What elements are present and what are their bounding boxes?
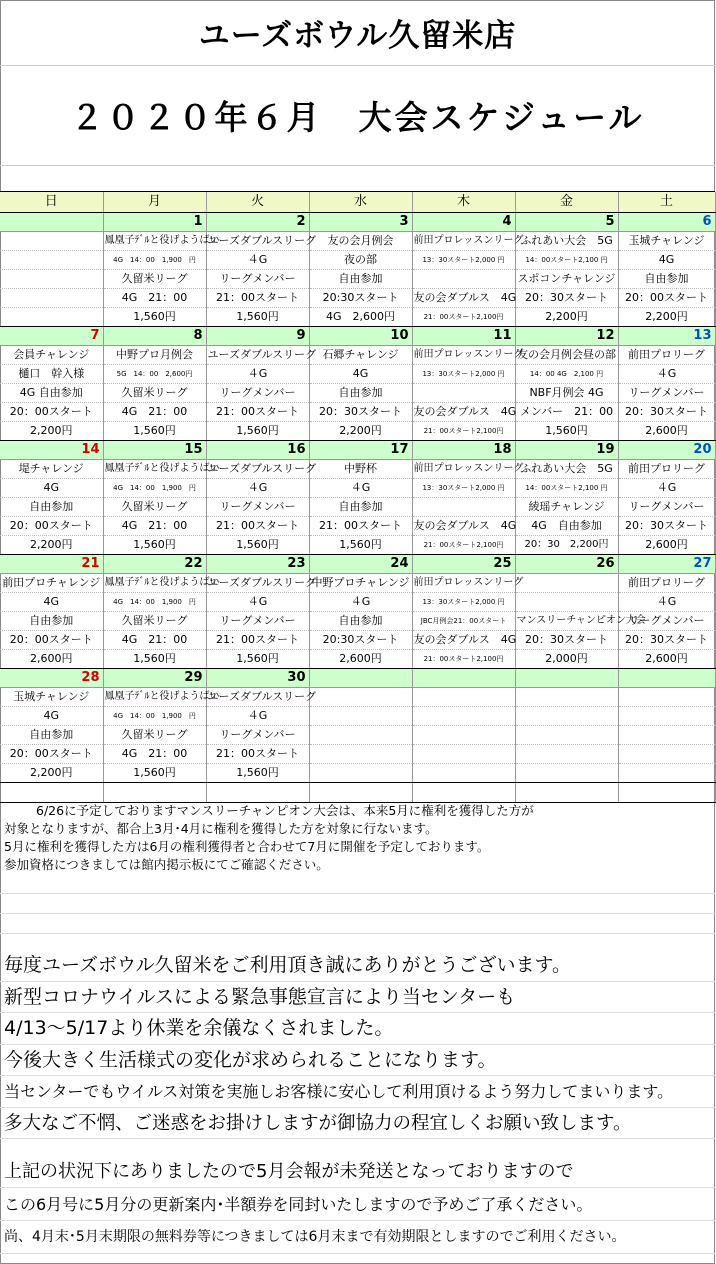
event-row xyxy=(0,231,715,250)
event-cell: JBC月例会21：00スタート xyxy=(412,611,515,630)
date-cell: 14 xyxy=(0,440,103,459)
event-cell: 14：00 4G 2,100 円 xyxy=(515,364,618,383)
event-cell: リーグメンバー xyxy=(206,383,309,402)
event-cell: 4G 自由参加 xyxy=(515,516,618,535)
event-cell: 前田プロレッスンリーグ xyxy=(412,231,515,250)
event-cell: ４G xyxy=(206,250,309,269)
event-cell: 綾瑶チャレンジ xyxy=(515,497,618,516)
event-cell: 20：30スタート xyxy=(515,630,618,649)
event-row xyxy=(0,345,715,364)
date-cell: 2 xyxy=(206,212,309,231)
note-line: 6/26に予定しておりますマンスリーチャンピオン大会は、本来5月に権利を獲得した方が xyxy=(36,803,534,818)
date-cell: 30 xyxy=(206,668,309,687)
event-cell xyxy=(515,592,618,611)
event-cell xyxy=(515,687,618,706)
weekday-cell: 水 xyxy=(309,192,412,212)
event-cell: 久留米リーグ xyxy=(103,383,206,402)
date-cell: 6 xyxy=(618,212,715,231)
event-cell: 久留米リーグ xyxy=(103,611,206,630)
event-cell: ４G xyxy=(206,706,309,725)
event-cell: 自由参加 xyxy=(309,383,412,402)
event-cell: ４G xyxy=(618,364,715,383)
event-cell: 2,200円 xyxy=(0,535,103,554)
date-cell: 5 xyxy=(515,212,618,231)
date-cell: 24 xyxy=(309,554,412,573)
date-cell: 18 xyxy=(412,440,515,459)
date-cell: 16 xyxy=(206,440,309,459)
event-cell: 2,600円 xyxy=(618,421,715,440)
empty-cell xyxy=(206,782,309,802)
event-cell: 20：30スタート xyxy=(618,630,715,649)
event-cell: 自由参加 xyxy=(0,725,103,744)
event-cell: ユーズダブルスリーグ xyxy=(206,459,309,478)
date-cell: 15 xyxy=(103,440,206,459)
date-cell: 17 xyxy=(309,440,412,459)
weekday-cell: 金 xyxy=(515,192,618,212)
message-line: この6月号に5月分の更新案内･半額券を同封いたしますので予めご了承ください。 xyxy=(0,1188,715,1221)
newsletter-message xyxy=(0,1155,715,1254)
event-cell: 4G xyxy=(0,592,103,611)
event-cell: ４G xyxy=(618,592,715,611)
event-cell: 2,200円 xyxy=(618,307,715,326)
event-cell: 4G 21：00 xyxy=(103,402,206,421)
event-cell xyxy=(309,744,412,763)
event-row xyxy=(0,478,715,497)
event-cell: 1,560円 xyxy=(309,535,412,554)
event-row xyxy=(0,307,715,326)
event-cell: 堤チャレンジ xyxy=(0,459,103,478)
message-line: 上記の状況下にありましたので5月会報が未発送となっておりますので xyxy=(0,1155,715,1188)
event-cell: 会員チャレンジ xyxy=(0,345,103,364)
event-cell xyxy=(412,744,515,763)
event-cell xyxy=(412,763,515,782)
event-cell: 樋口 幹入様 xyxy=(0,364,103,383)
event-cell: ユーズダブルスリーグ xyxy=(206,345,309,364)
date-cell xyxy=(0,212,103,231)
event-cell: 鳳凰子ﾃﾞﾙと役げようばい xyxy=(103,231,206,250)
event-cell: 久留米リーグ xyxy=(103,497,206,516)
event-cell: 中野プロ月例会 xyxy=(103,345,206,364)
event-cell: リーグメンバー xyxy=(206,725,309,744)
message-line: 4/13～5/17より休業を余儀なくされました。 xyxy=(0,1013,715,1045)
event-cell xyxy=(412,725,515,744)
event-cell: 20：00スタート xyxy=(0,516,103,535)
event-cell: 友の会ダブルス 4G xyxy=(412,630,515,649)
date-cell xyxy=(618,668,715,687)
date-row xyxy=(0,326,715,345)
event-cell: ４G xyxy=(618,478,715,497)
date-cell: 27 xyxy=(618,554,715,573)
event-cell: リーグメンバー xyxy=(206,269,309,288)
weekday-cell: 土 xyxy=(618,192,715,212)
event-cell: 4G xyxy=(309,364,412,383)
note-line: 5月に権利を獲得した方は6月の権利獲得者と合わせて7月に開催を予定しております。 xyxy=(4,839,490,854)
event-cell xyxy=(515,706,618,725)
event-cell: 友の会月例会 xyxy=(309,231,412,250)
event-cell: 21：00スタート2,100円 xyxy=(412,421,515,440)
event-cell: 4G 14：00 1,900 円 xyxy=(103,592,206,611)
event-cell xyxy=(0,288,103,307)
event-row xyxy=(0,611,715,630)
date-cell: 1 xyxy=(103,212,206,231)
event-cell: 中野プロチャレンジ xyxy=(309,573,412,592)
event-cell: 13：30スタート2,000 円 xyxy=(412,478,515,497)
event-cell: 1,560円 xyxy=(103,421,206,440)
event-cell: ４G xyxy=(309,478,412,497)
note-line: 対象となりますが、都合上3月･4月に権利を獲得した方を対象に行ないます。 xyxy=(4,821,438,836)
weekday-cell: 火 xyxy=(206,192,309,212)
event-cell xyxy=(618,687,715,706)
event-cell: 21：00スタート xyxy=(309,516,412,535)
date-cell: 3 xyxy=(309,212,412,231)
event-cell: ４G xyxy=(206,592,309,611)
event-row xyxy=(0,402,715,421)
event-row xyxy=(0,592,715,611)
empty-cell xyxy=(309,782,412,802)
empty-cell xyxy=(515,782,618,802)
message-line: 当センターでもウイルス対策を実施しお客様に安心して利用頂けるよう努力してまいります。 xyxy=(0,1076,715,1108)
event-cell: 21：00スタート xyxy=(206,402,309,421)
event-cell xyxy=(0,269,103,288)
event-row xyxy=(0,421,715,440)
message-line: 多大なご不惘、ご迷惑をお掛けしますが御協力の程宜しくお願い致します。 xyxy=(0,1108,715,1140)
event-cell: 20：30スタート xyxy=(618,516,715,535)
event-cell: 20:30スタート xyxy=(309,288,412,307)
event-cell: 久留米リーグ xyxy=(103,269,206,288)
event-cell: 1,560円 xyxy=(206,649,309,668)
date-cell: 13 xyxy=(618,326,715,345)
event-row xyxy=(0,364,715,383)
event-row xyxy=(0,288,715,307)
event-cell: 前田プロレッスンリーグ xyxy=(412,573,515,592)
date-cell: 29 xyxy=(103,668,206,687)
event-cell: 21：00スタート xyxy=(206,288,309,307)
event-cell: 1,560円 xyxy=(206,535,309,554)
event-cell xyxy=(309,725,412,744)
date-cell: 10 xyxy=(309,326,412,345)
event-cell: NBF月例会 4G xyxy=(515,383,618,402)
event-cell: 2,600円 xyxy=(309,649,412,668)
event-cell: 2,600円 xyxy=(618,649,715,668)
event-cell: 友の会ダブルス 4G xyxy=(412,516,515,535)
event-cell: 前田プロリーグ xyxy=(618,459,715,478)
event-cell xyxy=(0,231,103,250)
schedule-title: ２０２０年６月 大会スケジュール xyxy=(0,66,715,166)
event-cell: 4G 2,600円 xyxy=(309,307,412,326)
event-cell: 21：00スタート2,100円 xyxy=(412,649,515,668)
empty-cell xyxy=(0,782,103,802)
date-cell: 11 xyxy=(412,326,515,345)
message-line: 今後大きく生活様式の変化が求められることになります。 xyxy=(0,1045,715,1077)
event-cell xyxy=(412,383,515,402)
event-cell: 前田プロチャレンジ xyxy=(0,573,103,592)
event-cell: ふれあい大会 5G xyxy=(515,231,618,250)
event-cell: 13：30スタート2,000 円 xyxy=(412,250,515,269)
event-cell: 1,560円 xyxy=(103,535,206,554)
weekday-header-row xyxy=(0,192,715,212)
event-cell xyxy=(412,497,515,516)
event-cell: 石郷チャレンジ xyxy=(309,345,412,364)
event-row xyxy=(0,269,715,288)
event-cell: 4G xyxy=(0,478,103,497)
event-cell: 鳳凰子ﾃﾞﾙと役げようばい xyxy=(103,687,206,706)
event-cell: 2,000円 xyxy=(515,649,618,668)
event-cell: 2,200円 xyxy=(515,307,618,326)
event-cell: 21：00スタート2,100円 xyxy=(412,535,515,554)
weekday-cell: 木 xyxy=(412,192,515,212)
date-cell: 19 xyxy=(515,440,618,459)
event-cell xyxy=(515,573,618,592)
event-cell: 友の会月例会昼の部 xyxy=(515,345,618,364)
event-cell xyxy=(515,725,618,744)
event-row xyxy=(0,535,715,554)
event-cell: 2,200円 xyxy=(309,421,412,440)
event-row xyxy=(0,459,715,478)
event-row xyxy=(0,383,715,402)
event-cell: 1,560円 xyxy=(206,421,309,440)
event-cell: リーグメンバー xyxy=(618,383,715,402)
event-cell: メンバー 21：00 xyxy=(515,402,618,421)
date-cell: 23 xyxy=(206,554,309,573)
date-cell xyxy=(309,668,412,687)
date-cell: 26 xyxy=(515,554,618,573)
event-cell: 玉城チャレンジ xyxy=(0,687,103,706)
event-cell: 2,600円 xyxy=(618,535,715,554)
event-cell: ４G xyxy=(206,364,309,383)
event-cell: 4G 21：00 xyxy=(103,630,206,649)
weekday-cell: 日 xyxy=(0,192,103,212)
date-cell: 21 xyxy=(0,554,103,573)
event-cell: 20：00スタート xyxy=(0,630,103,649)
event-cell: 20:30スタート xyxy=(309,630,412,649)
event-row xyxy=(0,630,715,649)
event-cell xyxy=(309,687,412,706)
event-cell: 自由参加 xyxy=(309,611,412,630)
weekday-cell: 月 xyxy=(103,192,206,212)
event-cell xyxy=(412,687,515,706)
event-cell: 1,560円 xyxy=(206,763,309,782)
spacer-row xyxy=(0,166,715,192)
event-cell: 21：00スタート xyxy=(206,630,309,649)
date-row xyxy=(0,212,715,231)
event-cell: 20：30スタート xyxy=(309,402,412,421)
event-cell: 20：00スタート xyxy=(0,402,103,421)
event-cell: 自由参加 xyxy=(309,497,412,516)
event-cell: 前田プロレッスンリーグ xyxy=(412,345,515,364)
event-cell: 友の会ダブルス 4G xyxy=(412,402,515,421)
event-cell: リーグメンバー xyxy=(206,497,309,516)
empty-cell xyxy=(412,782,515,802)
event-cell xyxy=(618,744,715,763)
event-row xyxy=(0,706,715,725)
event-cell: 20：00スタート xyxy=(0,744,103,763)
event-cell: 夜の部 xyxy=(309,250,412,269)
event-cell: 鳳凰子ﾃﾞﾙと役げようばい xyxy=(103,459,206,478)
event-cell: 13：30スタート2,000 円 xyxy=(412,364,515,383)
event-cell: 14：00スタート2,100 円 xyxy=(515,478,618,497)
event-cell: マンスリーチャンピオン大会 xyxy=(515,611,618,630)
event-cell xyxy=(515,763,618,782)
event-cell: リーグメンバー xyxy=(618,611,715,630)
message-line: 新型コロナウイルスによる緊急事態宣言により当センターも xyxy=(0,982,715,1014)
event-cell: 5G 14：00 2,600円 xyxy=(103,364,206,383)
event-cell: 4G xyxy=(0,706,103,725)
message-line: 毎度ユーズボウル久留米をご利用頂き誠にありがとうございます。 xyxy=(0,950,715,982)
event-cell: 4G 自由参加 xyxy=(0,383,103,402)
event-cell: 自由参加 xyxy=(618,269,715,288)
event-cell: 20：30スタート xyxy=(618,402,715,421)
message-line: 尚、4月末･5月末期限の無料券等につきましては6月末まで有効期限としますのでご利用ください。 xyxy=(0,1221,715,1254)
date-cell: 20 xyxy=(618,440,715,459)
event-row xyxy=(0,687,715,706)
trailing-row xyxy=(0,782,715,802)
event-cell: 21：00スタート2,100円 xyxy=(412,307,515,326)
event-cell xyxy=(618,763,715,782)
event-cell: リーグメンバー xyxy=(618,497,715,516)
date-cell: 28 xyxy=(0,668,103,687)
greeting-message xyxy=(0,950,715,1139)
note-line: 参加資格につきましては館内掲示板にてご確認ください。 xyxy=(4,857,329,872)
notes-section xyxy=(0,802,715,874)
event-cell: 友の会ダブルス 4G xyxy=(412,288,515,307)
event-cell: 2,600円 xyxy=(0,649,103,668)
event-cell: 玉城チャレンジ xyxy=(618,231,715,250)
event-cell: 21：00スタート xyxy=(206,516,309,535)
tournament-calendar xyxy=(0,192,716,803)
event-cell xyxy=(412,269,515,288)
event-cell: 前田プロリーグ xyxy=(618,573,715,592)
event-row xyxy=(0,725,715,744)
event-cell: 1,560円 xyxy=(515,421,618,440)
store-name: ユーズボウル久留米店 xyxy=(0,0,715,66)
event-cell: 4G 14：00 1,900 円 xyxy=(103,250,206,269)
event-cell: 13：30スタート2,000 円 xyxy=(412,592,515,611)
event-cell: 4G 14：00 1,900 円 xyxy=(103,706,206,725)
event-cell: 鳳凰子ﾃﾞﾙと役げようばい xyxy=(103,573,206,592)
event-cell xyxy=(412,706,515,725)
event-cell: 4G 21：00 xyxy=(103,516,206,535)
event-cell: 前田プロレッスンリーグ xyxy=(412,459,515,478)
event-cell xyxy=(0,307,103,326)
event-row xyxy=(0,516,715,535)
event-cell xyxy=(0,250,103,269)
event-cell: スポコンチャレンジ xyxy=(515,269,618,288)
event-cell: 1,560円 xyxy=(103,307,206,326)
event-row xyxy=(0,573,715,592)
event-cell: 1,560円 xyxy=(103,649,206,668)
event-cell xyxy=(309,706,412,725)
event-cell: ４G xyxy=(309,592,412,611)
event-cell: 自由参加 xyxy=(0,611,103,630)
event-cell: ユーズダブルスリーグ xyxy=(206,687,309,706)
event-row xyxy=(0,649,715,668)
event-cell: 4G 14：00 1,900 円 xyxy=(103,478,206,497)
event-cell: 前田プロリーグ xyxy=(618,345,715,364)
date-row xyxy=(0,554,715,573)
event-cell: 自由参加 xyxy=(0,497,103,516)
event-cell: ４G xyxy=(206,478,309,497)
blank-rows xyxy=(0,874,715,936)
event-cell: リーグメンバー xyxy=(206,611,309,630)
date-cell: 4 xyxy=(412,212,515,231)
event-cell: 14：00スタート2,100 円 xyxy=(515,250,618,269)
date-cell: 7 xyxy=(0,326,103,345)
date-row xyxy=(0,668,715,687)
event-cell: 2,200円 xyxy=(0,763,103,782)
event-cell: 21：00スタート xyxy=(206,744,309,763)
event-cell: 20：30スタート xyxy=(515,288,618,307)
event-cell: 1,560円 xyxy=(103,763,206,782)
event-cell: 4G 21：00 xyxy=(103,288,206,307)
event-row xyxy=(0,250,715,269)
event-cell: 中野杯 xyxy=(309,459,412,478)
event-cell: 20：00スタート xyxy=(618,288,715,307)
date-cell: 9 xyxy=(206,326,309,345)
event-cell: 1,560円 xyxy=(206,307,309,326)
event-row xyxy=(0,763,715,782)
date-cell: 8 xyxy=(103,326,206,345)
event-cell xyxy=(309,763,412,782)
empty-cell xyxy=(103,782,206,802)
event-cell: 20：30 2,200円 xyxy=(515,535,618,554)
event-cell: ユーズダブルスリーグ xyxy=(206,231,309,250)
event-cell: ふれあい大会 5G xyxy=(515,459,618,478)
date-cell: 12 xyxy=(515,326,618,345)
event-row xyxy=(0,744,715,763)
empty-cell xyxy=(618,782,715,802)
event-row xyxy=(0,497,715,516)
event-cell: 久留米リーグ xyxy=(103,725,206,744)
event-cell xyxy=(618,725,715,744)
date-row xyxy=(0,440,715,459)
event-cell: ユーズダブルスリーグ xyxy=(206,573,309,592)
event-cell: 自由参加 xyxy=(309,269,412,288)
event-cell: 4G 21：00 xyxy=(103,744,206,763)
date-cell xyxy=(515,668,618,687)
date-cell: 25 xyxy=(412,554,515,573)
date-cell: 22 xyxy=(103,554,206,573)
event-cell xyxy=(618,706,715,725)
event-cell xyxy=(515,744,618,763)
event-cell: 2,200円 xyxy=(0,421,103,440)
event-cell: 4G xyxy=(618,250,715,269)
date-cell xyxy=(412,668,515,687)
